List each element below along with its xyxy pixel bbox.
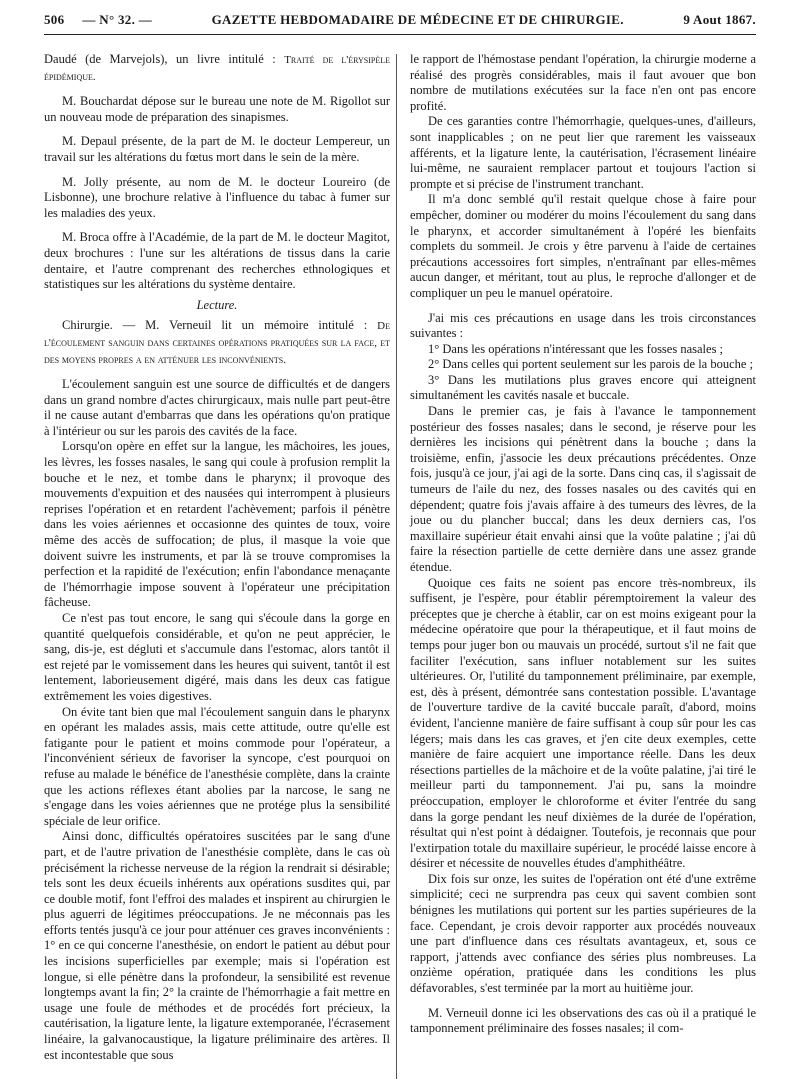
circumstances-list — [410, 342, 756, 404]
right-column — [410, 52, 756, 1037]
list-item: 2° Dans celles qui portent seulement sur les parois de la bouche ; — [428, 357, 754, 372]
paragraph — [44, 318, 390, 368]
paragraph: De ces garanties contre l'hémorrhagie, quelques-unes, d'ailleurs, sont inapplicables ; on ne peut lier que rarement les vaisseaux afférents, et la ligature lente, la cautérisation, l'écrasement linéaire lui-même, ne sauraient remplacer partout et toujours l'action si prompte et si précise de l'instrument tranchant. — [410, 114, 756, 191]
page-number: 506 — [44, 12, 65, 27]
paragraph: M. Jolly présente, au nom de M. le docteur Loureiro (de Lisbonne), une brochure relative à l'influence du tabac à fumer sur les maladies des yeux. — [44, 174, 390, 220]
paragraph-text: Chirurgie. — M. Verneuil lit un mémoire intitulé : — [62, 318, 378, 333]
paragraph: J'ai mis ces précautions en usage dans les trois circonstances suivantes : — [410, 310, 756, 341]
paragraph: On évite tant bien que mal l'écoulement sanguin dans le pharynx en opérant les malades assis, mais cette attitude, outre qu'elle est fatigante pour le patient et moins commode pour l'opérateur, a l'inconvénient sérieux de favoriser la syncope, c'est pourquoi on refuse au malade le bénéfice de l'anesthésie complète, dans la crainte que les actions réflexes étant abolies par la narcose, le sang ne s'engage dans les voies aériennes que ne protége plus la sensibilité spéciale de leur orifice. — [44, 704, 390, 828]
paragraph: Quoique ces faits ne soient pas encore très-nombreux, ils suffisent, je l'espère, pour établir péremptoirement la valeur des préceptes que je cherche à établir, car on est moins exigeant pour la médecine opératoire que pour la thérapeutique, et il faut moins de temps pour juger bon ou mauvais un procédé, surtout s'il ne fait que faciliter l'exécution, sans influer notablement sur les suites ultérieures. Or, l'utilité du tamponnement préliminaire, par exemple, est, dès à présent, démontrée sans contestation possible. L'avantage de l'ouverture tardive de la cavité buccale paraît, d'abord, moins évident, l'ancienne manière de faire suffisant à coup sûr pour les cas légers; mais dans les cas graves, et j'en cite deux exemples, cette manière de faire acquiert une importance réelle. Dans les deux résections partielles de la mâchoire et de la voûte palatine, j'ai tiré le meilleur parti du tamponnement. J'ai pu, sans la moindre préoccupation, employer le chloroforme et éviter l'entrée du sang dans la gorge pendant les neuf dixièmes de la durée de l'opération, résultat qui n'est point à dédaigner. Toutefois, je reconnais que pour l'extirpation totale du maxillaire supérieur, le procédé laisse encore à désirer et nécessite de nouvelles études d'amphithéâtre. — [410, 575, 756, 871]
column-divider — [396, 54, 397, 1079]
paragraph: M. Depaul présente, de la part de M. le docteur Lempereur, un travail sur les altérations du fœtus mort dans le sein de la mère. — [44, 134, 390, 164]
paragraph: L'écoulement sanguin est une source de difficultés et de dangers dans un grand nombre d'actes chirurgicaux, mais nulle part peut-être il ne cause autant d'embarras que dans les opérations qu'on pratique à l'intérieur ou sur les parois des cavités de la face. — [44, 377, 390, 438]
paragraph: Dix fois sur onze, les suites de l'opération ont été d'une extrême simplicité; ceci ne surprendra pas ceux qui savent combien sont bénignes les mutilations qui portent sur les parties supérieures de la face. Cependant, je crois devoir rapporter aux procédés nouveaux une part d'influence dans ces résultats avantageux, et, sous ce rapport, j'attends avec confiance des séries plus nombreuses. La onzième opération, pratiquée dans les conditions les plus défavorables, s'est terminée par la mort au huitième jour. — [410, 871, 756, 996]
paragraph: Ainsi donc, difficultés opératoires suscitées par le sang d'une part, et de l'autre privation de l'anesthésie complète, dans le cas où précisément la richesse nerveuse de la région la rendrait si désirable; tels sont les deux écueils inhérents aux opérations susdites qui, par ce double motif, font l'effroi des malades et inspirent au chirurgien le plus aguerri de légitimes préoccupations. Je ne méconnais pas les efforts tentés jusqu'à ce jour pour atténuer ces graves inconvénients : 1° en ce qui concerne l'anesthésie, on endort le patient au début pour les incisions superficielles par exemple; mais si l'opération est longue, si elle pénètre dans la profondeur, la sensibilité est revenue longtemps avant la fin; 2° la crainte de l'hémorrhagie a fait mettre en usage une foule de méthodes et de procédés fort précieux, la cautérisation, la ligature lente, la ligature extemporanée, l'écrasement linéaire, la galvanocaustique, la ligature préliminaire des artères. Il est incontestable que sous — [44, 829, 390, 1062]
paragraph: Lorsqu'on opère en effet sur la langue, les mâchoires, les joues, les lèvres, les fosses nasales, le sang qui coule à profusion remplit la bouche et le nez, et tombe dans le pharynx; il provoque des mouvements d'expuition et des nausées qui interrompent à plusieurs reprises l'opération et en retardent l'achèvement; parfois il pénètre dans les voies aériennes et occasionne des quintes de toux, voire même des accès de suffocation; de plus, il masque la voie que doivent suivre les instruments, et par là se trouve compromises la perfection et la rapidité de l'exécution; enfin l'abondance menaçante de l'hémorrhagie impose souvent à l'opérateur une précipitation fâcheuse. — [44, 439, 390, 610]
left-column — [44, 52, 390, 1063]
paragraph: Dans le premier cas, je fais à l'avance le tamponnement postérieur des fosses nasales; dans le second, je réserve pour les dernières les incisions qui pénètrent dans la bouche ; dans la troisième, enfin, j'associe les deux précautions précédentes. Onze fois, jusqu'à ce jour, j'ai agi de la sorte. Dans cinq cas, il s'agissait de tumeurs de l'aile du nez, des fosses nasales ou des cavités qui en dépendent; quatre fois j'avais affaire à des tumeurs des lèvres, de la joue ou du plancher buccal; dans les deux derniers cas, l'os maxillaire supérieur était envahi ainsi que la voûte palatine ; j'ai dû faire la résection partielle de cette dernière dans une assez grande étendue. — [410, 404, 756, 574]
paragraph: le rapport de l'hémostase pendant l'opération, la chirurgie moderne a réalisé des progrès considérables, mais il faut avouer que bon nombre de mutilations exécutées sur la face n'en ont pas encore profité. — [410, 52, 756, 113]
book-title: Traité de l'érysipèle épidémique. — [44, 54, 390, 83]
paragraph-text: Daudé (de Marvejols), un livre intitulé : — [44, 52, 285, 66]
issue-number: — N° 32. — — [82, 12, 152, 27]
list-item: 1° Dans les opérations n'intéressant que les fosses nasales ; — [428, 341, 724, 356]
paragraph: M. Broca offre à l'Académie, de la part de M. le docteur Magitot, deux brochures : l'une sur les altérations de tissus dans la carie dentaire, et l'autre comprenant des recherches ethnologiques et statistiques sur les altérations du système dentaire. — [44, 230, 390, 292]
paragraph — [44, 52, 390, 85]
section-heading: Lecture. — [196, 297, 238, 312]
memoir-title: De l'écoulement sanguin dans certaines opérations pratiquées sur la face, et des moyens propres a en atténuer les inconvénients. — [44, 320, 390, 366]
paragraph: M. Verneuil donne ici les observations des cas où il a pratiqué le tamponnement préliminaire des fosses nasales; il com- — [410, 1005, 756, 1036]
paragraph: Ce n'est pas tout encore, le sang qui s'écoule dans la gorge en quantité quelquefois considérable, et qu'on ne peut apprécier, le sang, dis-je, est dégluti et s'accumule dans l'estomac, alors tantôt il est rejeté par le vomissement dans les heures qui suivent, tantôt il est lentement, laborieusement digéré, mais dans les deux cas fatigue extrêmement les voies digestives. — [44, 611, 390, 703]
paragraph: Il m'a donc semblé qu'il restait quelque chose à faire pour empêcher, dominer ou modérer du moins l'écoulement du sang dans le pharynx, et accorder simultanément à l'opéré les bienfaits complets du sommeil. Je crois y être parvenu à l'aide de certaines précautions accessoires fort simples, n'entraînant par elles-mêmes aucun danger, et méritant, tout au plus, le reproche d'allonger et de compliquer un peu le manuel opératoire. — [410, 192, 756, 300]
page-header — [44, 8, 756, 32]
header-rule — [44, 34, 756, 35]
list-item: 3° Dans les mutilations plus graves encore qui atteignent simultanément les cavités nasale et buccale. — [410, 372, 756, 403]
issue-date: 9 Aout 1867. — [683, 12, 756, 27]
paragraph: M. Bouchardat dépose sur le bureau une note de M. Rigollot sur un nouveau mode de préparation des sinapismes. — [44, 94, 390, 124]
journal-title: GAZETTE HEBDOMADAIRE DE MÉDECINE ET DE CHIRURGIE. — [211, 12, 624, 27]
